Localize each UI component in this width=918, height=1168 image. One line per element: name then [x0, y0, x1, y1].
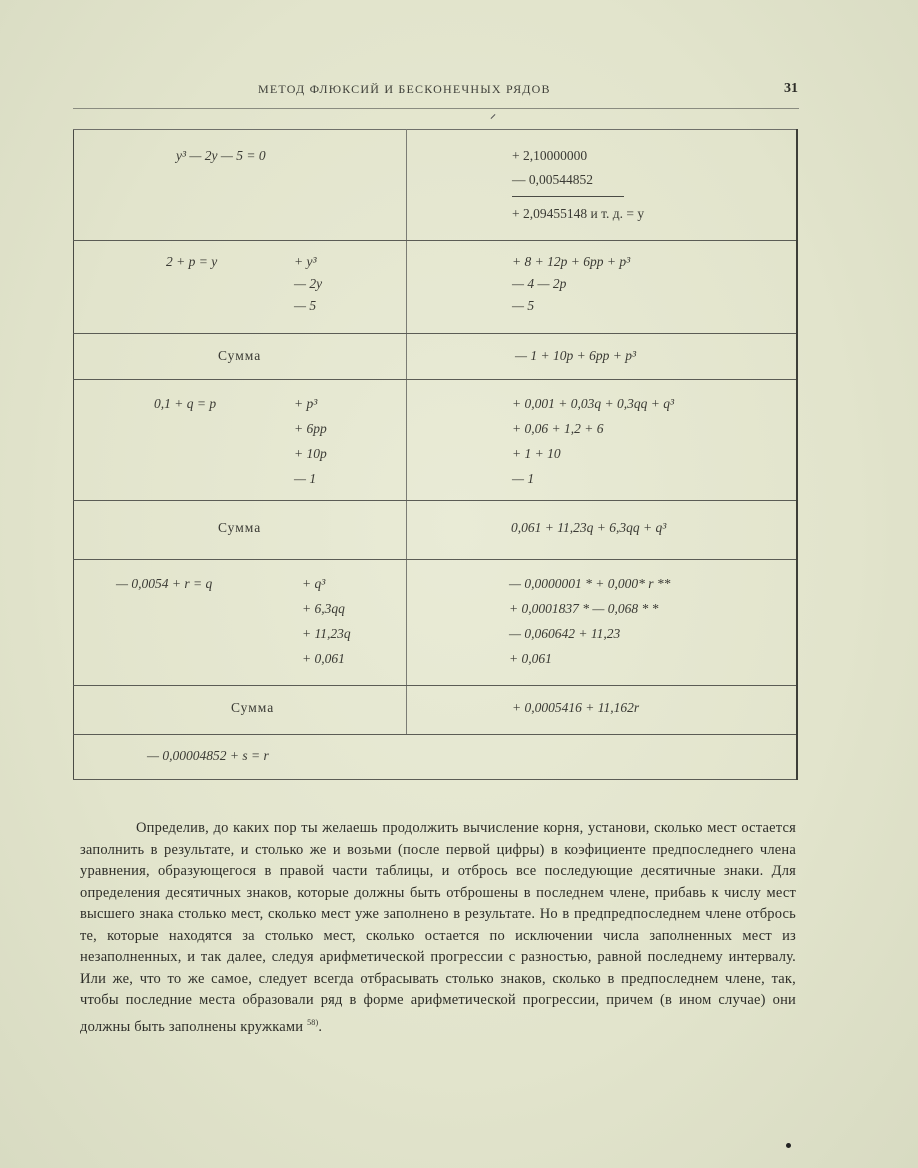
page-number: 31: [784, 81, 798, 96]
left-cell: [74, 501, 407, 560]
substitution: 0,1 + q = p: [154, 396, 217, 411]
sum-value: + 0,0005416 + 11,162r: [512, 700, 640, 715]
term: + 0,061: [509, 651, 552, 666]
sum-value: 0,061 + 11,23q + 6,3qq + q³: [511, 520, 667, 535]
running-header: [258, 82, 798, 104]
computation-table: [73, 129, 798, 780]
term: + 0,061: [302, 651, 345, 666]
table-row: [74, 735, 798, 780]
print-speck: [786, 1143, 791, 1148]
term: + 8 + 12p + 6pp + p³: [512, 254, 631, 269]
term: — 5: [512, 298, 535, 313]
sum-label: Сумма: [218, 348, 262, 363]
right-cell: [407, 501, 798, 560]
left-cell: [74, 380, 407, 501]
table-row: [74, 560, 798, 686]
table-row: [74, 380, 798, 501]
sum-value: — 1 + 10p + 6pp + p³: [515, 348, 637, 363]
term: + 10p: [294, 446, 327, 461]
term: + q³: [302, 576, 326, 591]
right-cell: [407, 380, 798, 501]
left-cell: [74, 130, 407, 241]
term: + 11,23q: [302, 626, 351, 641]
sum-rule: [512, 196, 624, 197]
term: + 6,3qq: [302, 601, 345, 616]
term: — 4 — 2p: [512, 276, 567, 291]
sum-label: Сумма: [218, 520, 262, 535]
left-cell: [74, 241, 407, 334]
term: — 1: [512, 471, 535, 486]
table-row: [74, 241, 798, 334]
term: — 5: [294, 298, 317, 313]
paragraph-end: .: [318, 1018, 323, 1035]
term: + 2,10000000: [512, 148, 588, 163]
left-cell: [74, 560, 407, 686]
substitution: — 0,0054 + r = q: [116, 576, 213, 591]
table-row: [74, 130, 798, 241]
table-row: [74, 501, 798, 560]
final-cell: [74, 735, 798, 780]
table-row: [74, 686, 798, 735]
term: — 0,060642 + 11,23: [509, 626, 621, 641]
term: — 2y: [294, 276, 323, 291]
paragraph-text: [80, 818, 796, 1038]
sum-label: Сумма: [231, 700, 275, 715]
term: — 0,00544852: [512, 172, 593, 187]
term: + p³: [294, 396, 318, 411]
substitution: — 0,00004852 + s = r: [147, 748, 269, 763]
term: — 0,0000001 * + 0,000* r **: [509, 576, 671, 591]
left-cell: [74, 686, 407, 735]
term: + 2,09455148 и т. д. = y: [512, 206, 645, 221]
term: + y³: [294, 254, 317, 269]
term: + 1 + 10: [512, 446, 561, 461]
substitution: 2 + p = y: [166, 254, 218, 269]
right-cell: [407, 130, 798, 241]
paragraph-body: Определив, до каких пор ты желаешь продолжить вычисление корня, установи, сколько мест остается заполнить в результате, и столько же и возьми (после первой цифры) в коэфициенте предпоследнего члена уравнения, образующегося в правой части таблицы, и отбрось все последующие десятичные знаки. Для определения десятичных знаков, которые должны быть отброшены в последнем члене, прибавь к числу мест высшего знака столько мест, сколько мест уже заполнено в результате. Но в предпредпоследнем члене отбрось те, которые находятся за столько мест, сколько остается по исключении числа заполненных мест из незаполненных, и так далее, следуя арифметической прогрессии с разностью, равной последнему интервалу. Или же, что то же самое, следует всегда отбрасывать столько знаков, сколько в предпоследнем члене, так, чтобы последние места образовали ряд в форме арифметической прогрессии, причем (в ином случае) они должны быть заполнены кружками: [80, 820, 796, 1035]
right-cell: [407, 334, 798, 380]
right-cell: [407, 686, 798, 735]
footnote-ref: 58): [307, 1017, 319, 1027]
right-cell: [407, 241, 798, 334]
header-title: МЕТОД ФЛЮКСИЙ И БЕСКОНЕЧНЫХ РЯДОВ: [258, 82, 551, 96]
equation: y³ — 2y — 5 = 0: [176, 148, 266, 163]
table-row: [74, 334, 798, 380]
term: + 0,001 + 0,03q + 0,3qq + q³: [512, 396, 674, 411]
header-rule: [73, 108, 799, 109]
term: + 0,0001837 * — 0,068 * *: [509, 601, 659, 616]
right-cell: [407, 560, 798, 686]
print-speck: [491, 114, 496, 119]
term: + 6pp: [294, 421, 327, 436]
term: — 1: [294, 471, 317, 486]
term: + 0,06 + 1,2 + 6: [512, 421, 604, 436]
body-paragraph: [80, 818, 796, 1038]
left-cell: [74, 334, 407, 380]
